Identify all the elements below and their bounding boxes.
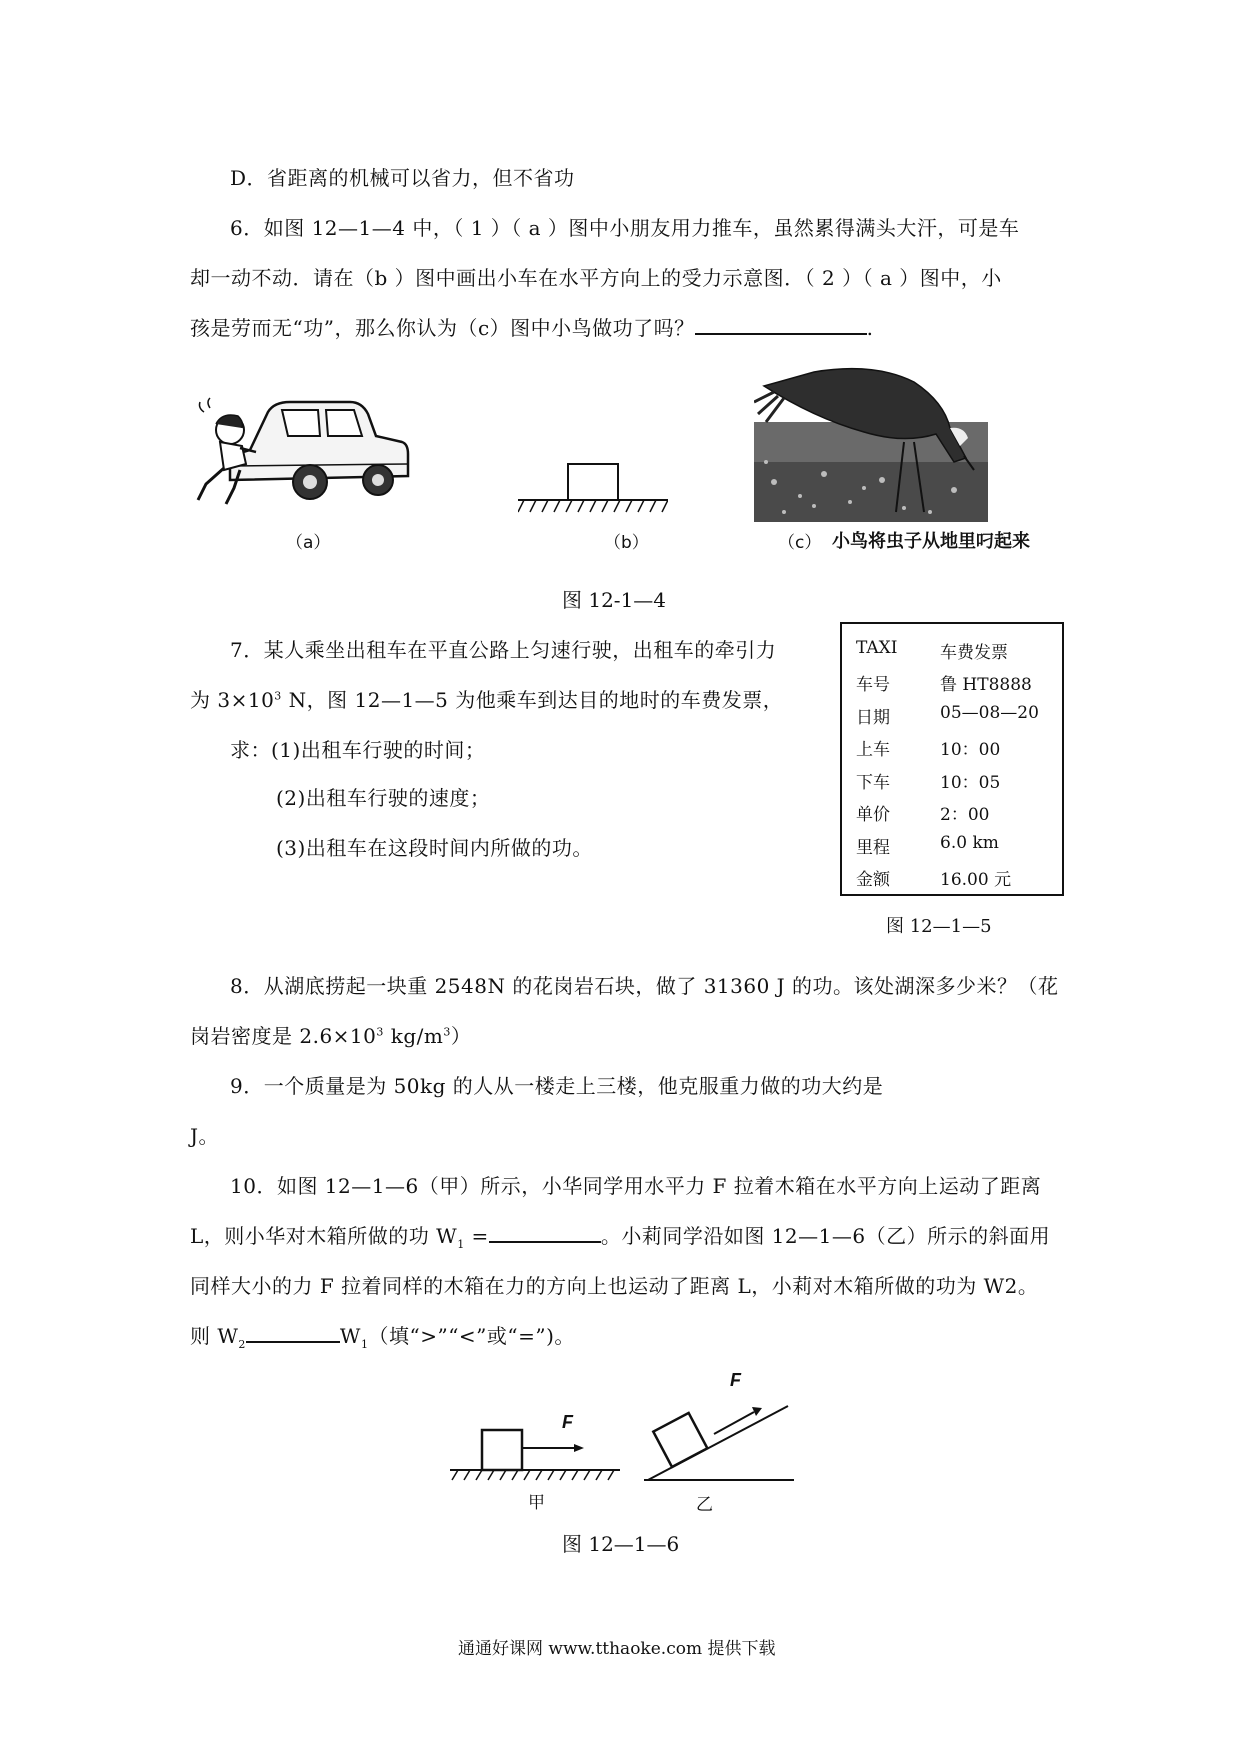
taxi-row-value: 16.00 元 — [940, 870, 1012, 890]
taxi-row-value: 鲁 HT8888 — [940, 675, 1032, 695]
label-yi: 乙 — [696, 1495, 713, 1515]
q9-line-2: J。 — [190, 1124, 220, 1148]
taxi-row — [856, 768, 1056, 792]
q10-line-2-b: = — [464, 1224, 489, 1248]
q10-line-4 — [190, 1320, 575, 1351]
q10-line-2-sub: 1 — [457, 1238, 465, 1251]
taxi-row-value: 10：05 — [940, 773, 1001, 793]
q7-line-2 — [190, 684, 783, 713]
force-label-a: F — [562, 1412, 573, 1432]
q8-line-2-sup: 3 — [376, 1025, 384, 1039]
q9-line-1: 9．一个质量是为 50kg 的人从一楼走上三楼，他克服重力做的功大约是 — [230, 1074, 884, 1098]
taxi-row — [856, 833, 1056, 857]
q6-answer-blank[interactable] — [695, 315, 867, 335]
q7-line-2-b: N，图 12—1—5 为他乘车到达目的地时的车费发票， — [281, 688, 784, 712]
fig-12-1-4-label-c: （c） — [778, 533, 822, 553]
q7-ask-1: 求：(1)出租车行驶的时间； — [230, 738, 486, 762]
q7-ask-2: (2)出租车行驶的速度； — [276, 786, 491, 810]
q8-line-1: 8．从湖底捞起一块重 2548N 的花岗岩石块，做了 31360 J 的功。该处湖深多少米？（花 — [230, 974, 1059, 998]
q6-line-3-end: . — [866, 316, 874, 340]
q10-line-4-sub: 2 — [238, 1338, 246, 1351]
q10-line-1: 10．如图 12—1—6（甲）所示，小华同学用水平力 F 拉着木箱在水平方向上运动了距离 — [230, 1174, 1042, 1198]
q8-line-2-c: ） — [450, 1024, 472, 1048]
taxi-row — [856, 865, 1056, 889]
horizontal-pull-diagram — [450, 1410, 620, 1484]
taxi-row-key: 车号 — [856, 675, 890, 695]
q6-line-3-text: 孩是劳而无“功”，那么你认为（c）图中小鸟做功了吗？ — [190, 316, 695, 340]
q7-line-2-sup: 3 — [274, 689, 282, 703]
taxi-row-value: 6.0 km — [940, 833, 999, 853]
taxi-receipt — [840, 622, 1064, 896]
taxi-row-key: 单价 — [856, 805, 890, 825]
taxi-row-value: 2：00 — [940, 805, 990, 825]
taxi-row-value: 05—08—20 — [940, 703, 1039, 723]
fig-12-1-4-label-b: （b） — [604, 533, 649, 553]
block-on-ground-diagram — [518, 460, 668, 520]
q10-line-2-a: L，则小华对木箱所做的功 W — [190, 1224, 458, 1248]
q10-line-2-c: 。小莉同学沿如图 12—1—6（乙）所示的斜面用 — [600, 1224, 1051, 1248]
q6-line-1: 6．如图 12—1—4 中，（ 1 ）（ a ）图中小朋友用力推车，虽然累得满头大汗，可是车 — [230, 216, 1020, 240]
car-push-illustration — [190, 380, 410, 515]
q8-line-2 — [190, 1020, 471, 1049]
fig-12-1-4-label-a: （a） — [286, 533, 331, 553]
taxi-row-key: TAXI — [856, 638, 898, 658]
q10-line-4-a: 则 W — [190, 1324, 239, 1348]
footer-text: 通通好课网 www.tthaoke.com 提供下载 — [458, 1639, 776, 1659]
fig-12-1-5-caption: 图 12—1—5 — [886, 916, 992, 937]
taxi-row-key: 日期 — [856, 708, 890, 728]
q10-line-4-sub2: 1 — [360, 1338, 369, 1351]
force-label-b: F — [730, 1370, 741, 1390]
taxi-row-key: 里程 — [856, 838, 890, 858]
q10-line-4-c: （填“>”“<”或“=”)。 — [368, 1324, 575, 1348]
taxi-row — [856, 800, 1056, 824]
taxi-row — [856, 735, 1056, 759]
bird-photo — [754, 362, 988, 522]
q5-option-d: D．省距离的机械可以省力，但不省功 — [230, 166, 575, 190]
q8-line-2-a: 岗岩密度是 2.6×10 — [190, 1024, 377, 1048]
fig-12-1-4-caption: 图 12-1—4 — [562, 588, 667, 612]
q6-line-2: 却一动不动．请在（b ）图中画出小车在水平方向上的受力示意图．（ 2 ）（ a ）图中，小 — [190, 266, 1002, 290]
q8-line-2-b: kg/m — [383, 1024, 444, 1048]
taxi-row — [856, 703, 1056, 727]
q8-line-2-sup2: 3 — [443, 1025, 451, 1039]
fig-12-1-4-label-c-text: 小鸟将虫子从地里叼起来 — [832, 531, 1030, 552]
taxi-row-value: 10：00 — [940, 740, 1001, 760]
q7-line-2-a: 为 3×10 — [190, 688, 275, 712]
taxi-row-key: 下车 — [856, 773, 890, 793]
q10-compare-answer-blank[interactable] — [246, 1323, 340, 1343]
taxi-row-key: 上车 — [856, 740, 890, 760]
q10-w1-answer-blank[interactable] — [489, 1223, 601, 1243]
fig-12-1-6-caption: 图 12—1—6 — [562, 1532, 680, 1556]
q7-ask-3: (3)出租车在这段时间内所做的功。 — [276, 836, 593, 860]
incline-pull-diagram — [644, 1390, 796, 1484]
q6-line-3 — [190, 312, 874, 341]
label-jia: 甲 — [528, 1493, 545, 1513]
taxi-row — [856, 638, 1056, 662]
q10-line-3: 同样大小的力 F 拉着同样的木箱在力的方向上也运动了距离 L，小莉对木箱所做的功为 W2。 — [190, 1274, 1039, 1298]
q10-line-2 — [190, 1220, 1050, 1251]
taxi-row-value: 车费发票 — [940, 643, 1008, 663]
q7-line-1: 7．某人乘坐出租车在平直公路上匀速行驶，出租车的牵引力 — [230, 638, 777, 662]
taxi-row-key: 金额 — [856, 870, 890, 890]
q10-line-4-b: W — [339, 1324, 361, 1348]
taxi-row — [856, 670, 1056, 694]
